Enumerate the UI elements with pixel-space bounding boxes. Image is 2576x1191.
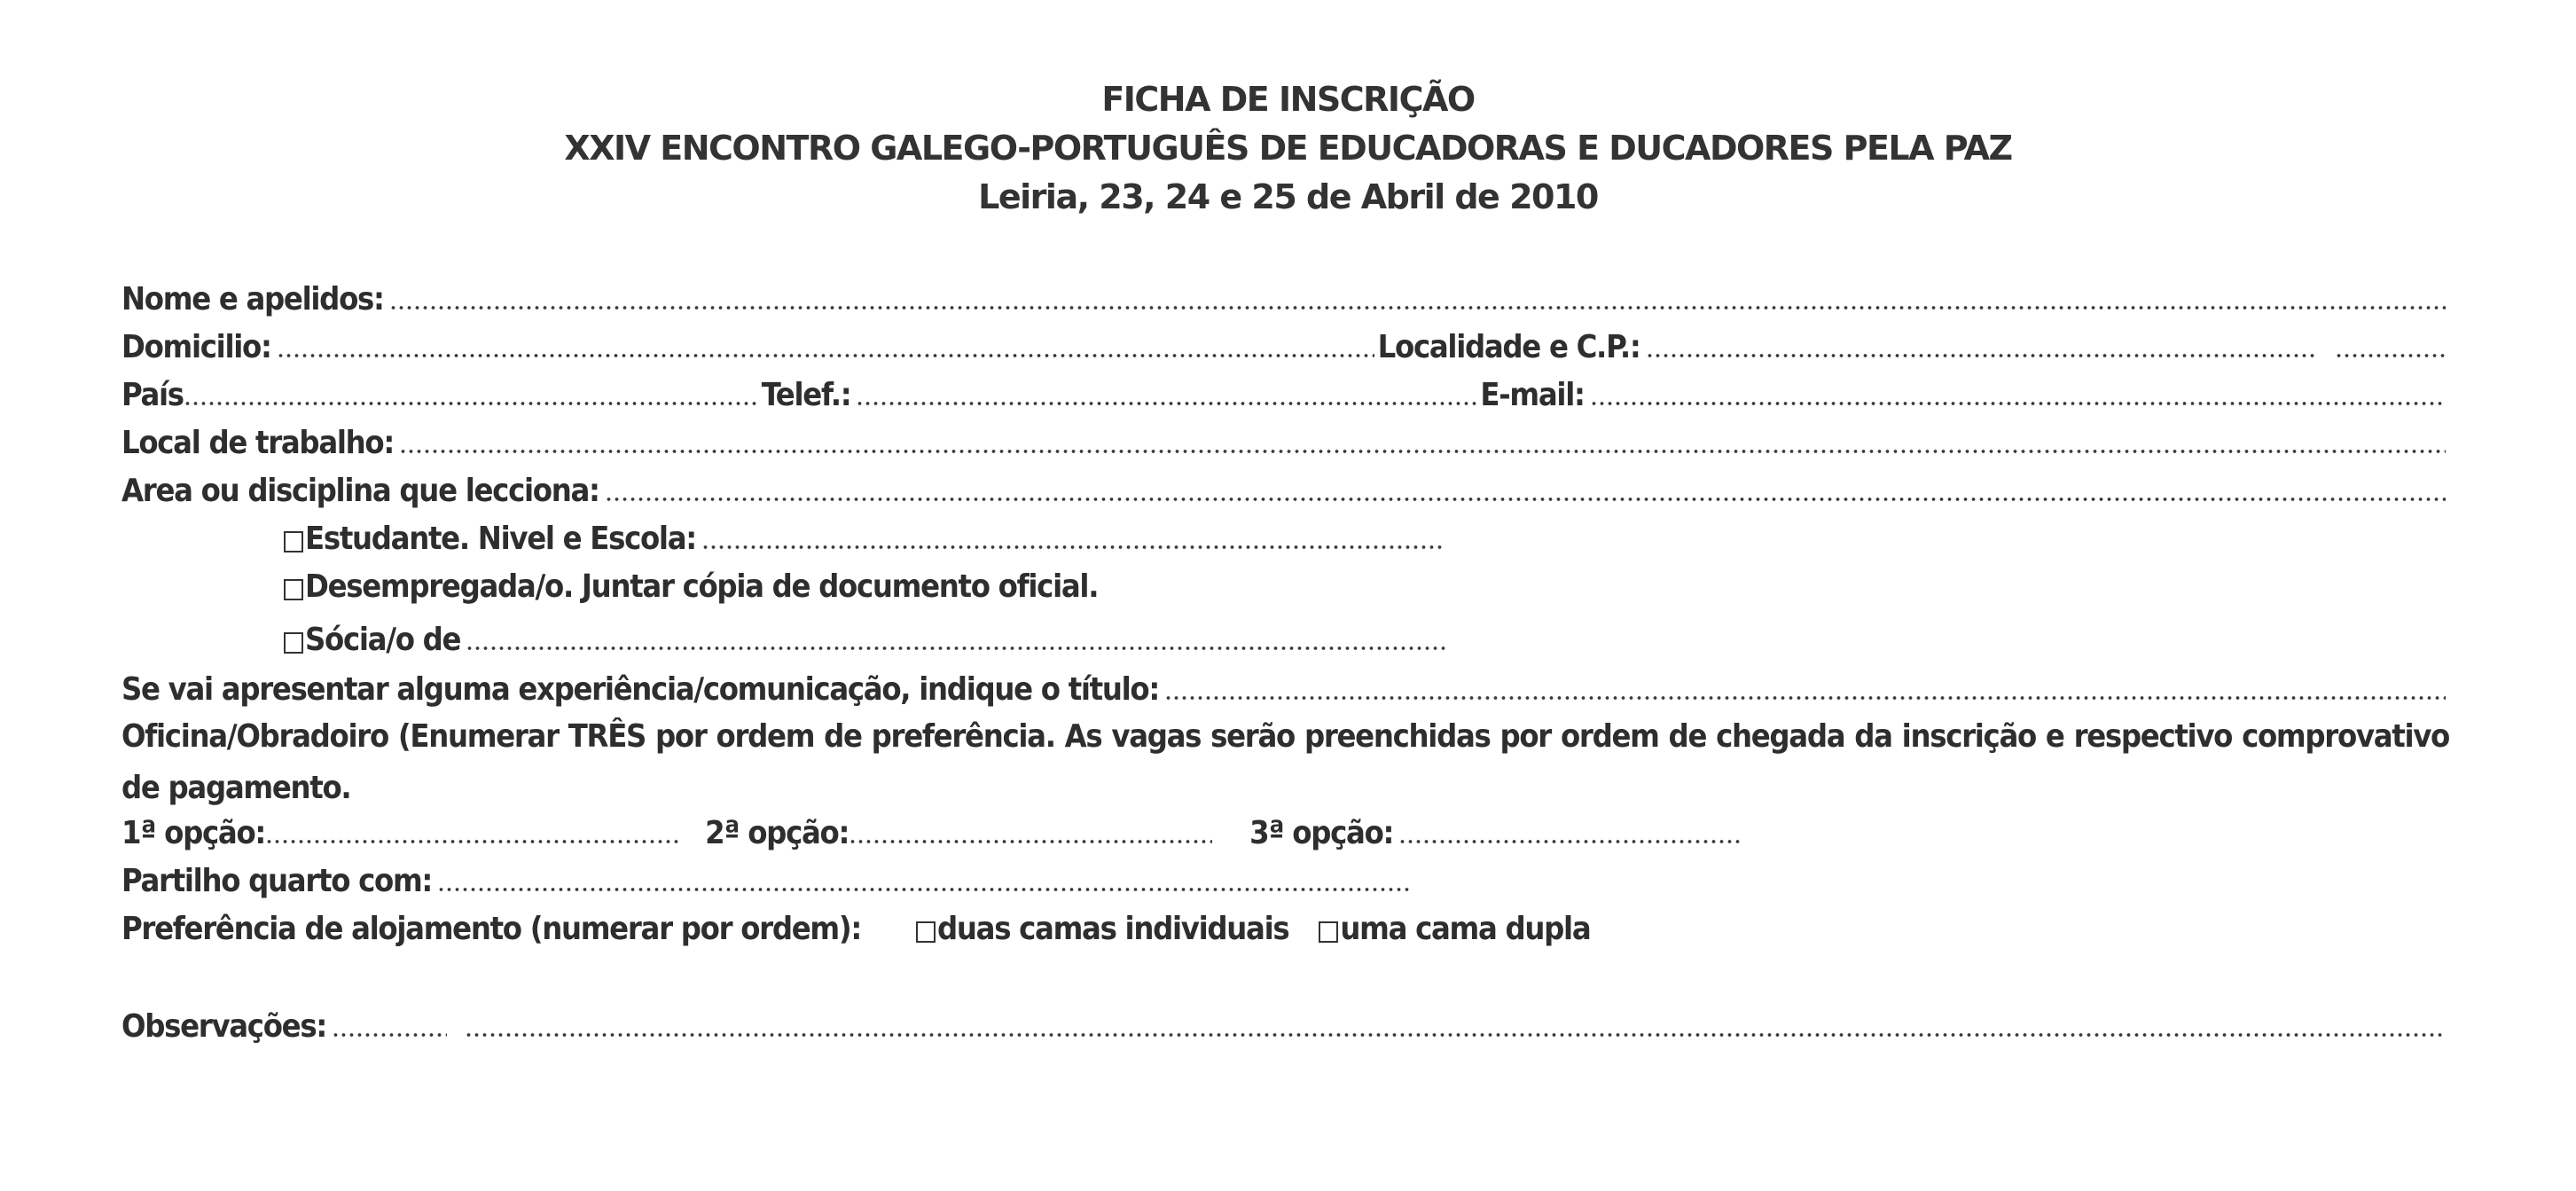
localidade-field[interactable] — [1646, 351, 2315, 360]
local-trabalho-field[interactable] — [399, 447, 2446, 456]
opcao2-field[interactable] — [849, 837, 1212, 846]
opcao1-field[interactable] — [265, 837, 682, 846]
local-trabalho-label: Local de trabalho: — [121, 425, 395, 461]
observacoes-field[interactable] — [465, 1030, 2446, 1039]
nome-field[interactable] — [389, 303, 2446, 312]
telef-label: Telef.: — [761, 377, 851, 413]
socia-field[interactable] — [466, 644, 1446, 653]
observacoes-field-short[interactable] — [332, 1030, 447, 1039]
row-alojamento — [121, 910, 1590, 949]
event-place-date: Leiria, 23, 24 e 25 de Abril de 2010 — [978, 177, 1598, 216]
row-domicilio — [121, 328, 2449, 367]
oficina-instructions: Oficina/Obradoiro (Enumerar TRÊS por ordem de preferência. As vagas serão preenchidas por ordem de chegada da inscrição e respectivo comprovativo de pagamento. — [121, 718, 2449, 806]
experiencia-field[interactable] — [1164, 693, 2446, 702]
pais-label: País — [121, 377, 184, 413]
domicilio-field[interactable] — [277, 351, 1374, 360]
event-title: XXIV ENCONTRO GALEGO-PORTUGUÊS DE EDUCADORAS E DUCADORES PELA PAZ — [564, 129, 2012, 168]
cp-field[interactable] — [2335, 351, 2446, 360]
duas-camas-checkbox[interactable] — [916, 921, 936, 943]
opcao3-label: 3ª opção: — [1249, 815, 1394, 851]
row-opcoes — [121, 814, 1744, 853]
socia-label: Sócia/o de — [305, 622, 461, 658]
socia-checkbox[interactable] — [284, 632, 303, 654]
telef-field[interactable] — [856, 399, 1476, 408]
estudante-label: Estudante. Nivel e Escola: — [305, 521, 696, 557]
partilho-field[interactable] — [437, 885, 1411, 894]
opcao1-label: 1ª opção: — [121, 815, 266, 851]
opcao2-label: 2ª opção: — [705, 815, 850, 851]
uma-cama-label: uma cama dupla — [1340, 911, 1591, 947]
pais-field[interactable] — [184, 399, 758, 408]
email-label: E-mail: — [1480, 377, 1585, 413]
nome-label: Nome e apelidos: — [121, 281, 384, 317]
row-partilho — [121, 862, 1414, 901]
preferencia-label: Preferência de alojamento (numerar por ordem): — [121, 911, 862, 947]
row-socia — [284, 621, 1450, 660]
observacoes-label: Observações: — [121, 1008, 326, 1045]
partilho-label: Partilho quarto com: — [121, 863, 433, 899]
area-label: Area ou disciplina que lecciona: — [121, 473, 599, 509]
estudante-checkbox[interactable] — [284, 531, 303, 552]
row-local-trabalho — [121, 424, 2449, 463]
localidade-label: Localidade e C.P.: — [1377, 329, 1640, 365]
row-experiencia — [121, 670, 2449, 709]
opcao3-field[interactable] — [1398, 837, 1741, 846]
row-contacto — [121, 376, 2449, 415]
row-desempregada — [284, 568, 1098, 607]
duas-camas-label: duas camas individuais — [937, 911, 1289, 947]
uma-cama-checkbox[interactable] — [1319, 921, 1338, 943]
row-nome — [121, 280, 2449, 319]
desempregada-checkbox[interactable] — [284, 579, 303, 600]
row-area — [121, 472, 2449, 511]
email-field[interactable] — [1590, 399, 2446, 408]
area-field[interactable] — [605, 495, 2446, 504]
desempregada-label: Desempregada/o. Juntar cópia de documento oficial. — [305, 568, 1099, 605]
row-estudante — [284, 520, 1445, 559]
estudante-field[interactable] — [701, 543, 1442, 552]
form-title: FICHA DE INSCRIÇÃO — [1101, 80, 1475, 119]
domicilio-label: Domicilio: — [121, 329, 271, 365]
row-observacoes — [121, 1007, 2449, 1046]
experiencia-label: Se vai apresentar alguma experiência/comunicação, indique o título: — [121, 671, 1160, 708]
